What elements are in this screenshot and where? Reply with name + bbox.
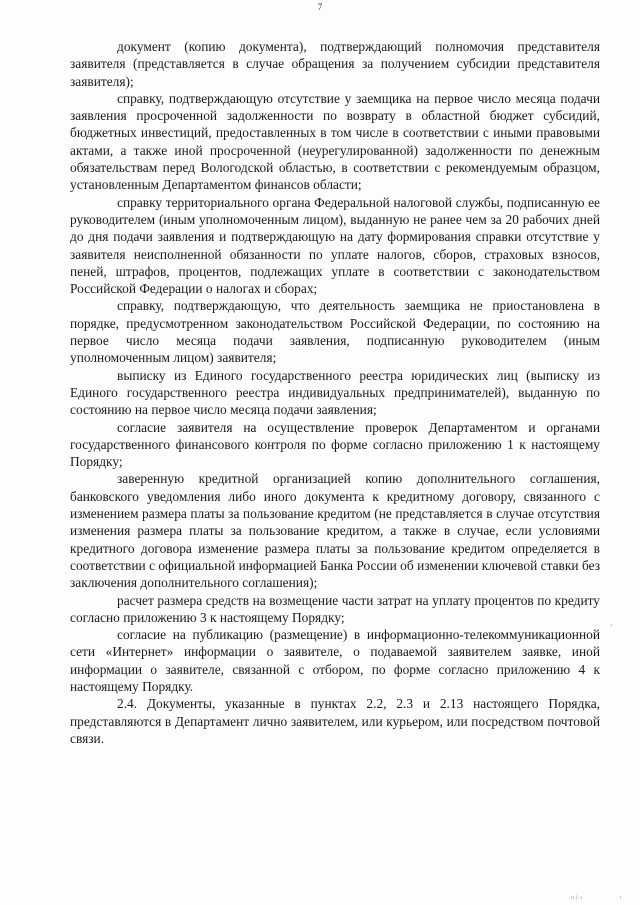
- paragraph: согласие заявителя на осуществление проверок Департаментом и органами государственного финансового контроля по форме согласно приложению 1 к настоящему Порядку;: [70, 419, 600, 470]
- footer-scan-mark-right: ı: [620, 895, 623, 901]
- paragraph: справку, подтверждающую, что деятельность заемщика не приостановлена в порядке, предусмотренном законодательством Российской Федерации, по состоянию на первое число месяца подачи заявления, подписанную руководителем (иным уполномоченным лицом) заявителя;: [70, 298, 600, 366]
- paragraph: справку, подтверждающую отсутствие у заемщика на первое число месяца подачи заявления просроченной задолженности по возврату в областной бюджет субсидий, бюджетных инвестиций, предоставленных в том числе в соответствии с иными правовыми актами, а также иной просроченной (неурегулированной) задолженности по денежным обязательствам перед Вологодской областью, в соответствии с рекомендуемым образцом, установленным Департаментом финансов области;: [70, 90, 600, 193]
- margin-mark: ·: [610, 621, 613, 630]
- footer-scan-mark: ·ıı|·ı: [568, 895, 583, 901]
- paragraph: заверенную кредитной организацией копию дополнительного соглашения, банковского уведомления либо иного документа к кредитному договору, связанного с изменением размера платы за пользование кредитом (не представляется в случае отсутствия изменения размера платы за пользование кредитом, а также в случае, если условиями кредитного договора изменение размера платы за пользование кредитом определяется в соответствии с официальной информацией Банка России об изменении ключевой ставки без заключения дополнительного соглашения);: [70, 471, 600, 591]
- page-number: 7: [317, 2, 323, 12]
- body-text: [70, 38, 600, 747]
- paragraph: согласие на публикацию (размещение) в информационно-телекоммуникационной сети «Интернет» информации о заявителе, о подаваемой заявителем заявке, иной информации о заявителе, связанной с отбором, по форме согласно приложению 4 к настоящему Порядку.: [70, 627, 600, 694]
- paragraph: справку территориального органа Федеральной налоговой службы, подписанную ее руководителем (иным уполномоченным лицом), выданную не ранее чем за 20 рабочих дней до дня подачи заявления и подтверждающую на дату формирования справки отсутствие у заявителя неисполненной обязанности по уплате налогов, сборов, страховых взносов, пеней, штрафов, процентов, подлежащих уплате в соответствии с законодательством Российской Федерации о налогах и сборах;: [70, 194, 600, 297]
- paragraph: выписку из Единого государственного реестра юридических лиц (выписку из Единого государственного реестра индивидуальных предпринимателей), выданную по состоянию на первое число месяца подачи заявления;: [70, 367, 600, 418]
- paragraph: расчет размера средств на возмещение части затрат на уплату процентов по кредиту согласно приложению 3 к настоящему Порядку;: [70, 592, 600, 625]
- paragraph: 2.4. Документы, указанные в пунктах 2.2, 2.3 и 2.13 настоящего Порядка, представляются в Департамент лично заявителем, или курьером, или посредством почтовой связи.: [70, 696, 600, 746]
- paragraph: документ (копию документа), подтверждающий полномочия представителя заявителя (представляется в случае обращения за получением субсидии представителя заявителя);: [70, 39, 600, 89]
